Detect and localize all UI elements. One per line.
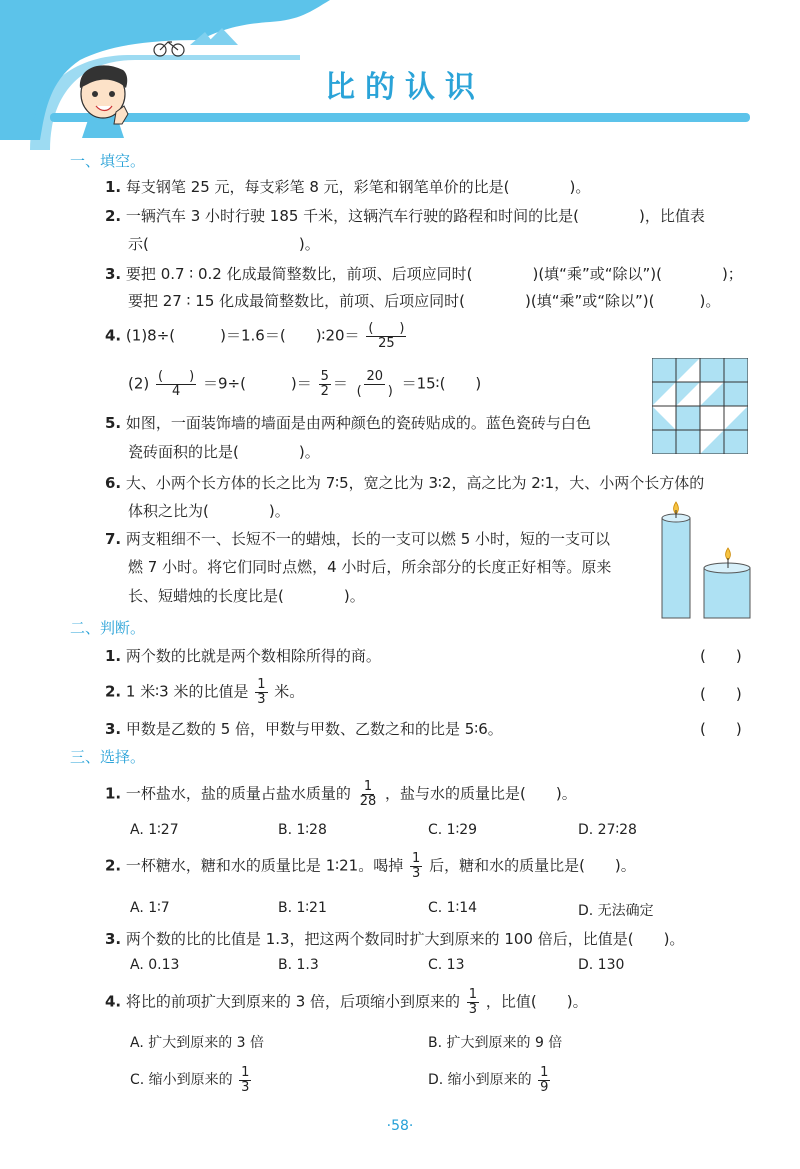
fraction (319, 370, 331, 398)
section-heading-choice: 三、选择。 (70, 748, 146, 766)
question-text-continued: 要把 27 ∶ 15 化成最简整数比，前项、后项应同时( )(填“乘”或“除以”)( )。 (128, 292, 721, 310)
question-number: 4. (105, 326, 122, 345)
question-3-4 (105, 988, 588, 1016)
question-number: 6. (105, 474, 122, 492)
question-3-2 (105, 852, 636, 880)
question-text: 如图，一面装饰墙的墙面是由两种颜色的瓷砖贴成的。蓝色瓷砖与白色 (125, 414, 591, 432)
question-1-3 (105, 263, 743, 284)
question-3-1 (105, 780, 577, 808)
question-1-2 (105, 205, 705, 226)
fraction (355, 370, 395, 398)
question-text: 两个数的比就是两个数相除所得的商。 (125, 647, 381, 665)
question-number: 2. (105, 207, 122, 225)
question-text-continued: 瓷砖面积的比是( )。 (128, 443, 320, 461)
question-text: 两支粗细不一、长短不一的蜡烛，长的一支可以燃 5 小时，短的一支可以 (125, 530, 611, 548)
fraction-denominator: 3 (241, 1079, 250, 1095)
question-text: 1 米∶3 米的比值是 (125, 682, 249, 701)
fraction-denominator: 9 (540, 1079, 549, 1095)
page-title: 比的认识 (325, 70, 485, 105)
question-text: 一杯糖水，糖和水的质量比是 1∶21。喝掉 (125, 856, 404, 875)
option-a[interactable]: A. 0.13 (130, 957, 180, 973)
option-d[interactable]: D. 130 (578, 957, 625, 973)
question-text-continued: 体积之比为( )。 (128, 502, 290, 520)
option-d[interactable]: D. 无法确定 (578, 903, 654, 919)
question-text: 大、小两个长方体的长之比为 7∶5，宽之比为 3∶2，高之比为 2∶1，大、小两个长方体的 (125, 474, 705, 492)
question-text: 一辆汽车 3 小时行驶 185 千米，这辆汽车行驶的路程和时间的比是( )，比值表 (125, 207, 705, 225)
question-2-2 (105, 678, 304, 706)
question-number: 3. (105, 930, 122, 948)
fraction (538, 1066, 550, 1094)
page-number: ·58· (386, 1118, 414, 1134)
fraction-denominator: 25 (378, 335, 395, 351)
question-3-3 (105, 928, 684, 949)
question-number: 1. (105, 784, 122, 803)
question-text: ＝15∶( ) (401, 374, 482, 393)
question-2-3 (105, 718, 503, 739)
question-number: 2. (105, 682, 122, 701)
question-text-continued: 燃 7 小时。将它们同时点燃，4 小时后，所余部分的长度正好相等。原来 (128, 558, 612, 576)
question-2-1 (105, 645, 381, 666)
fraction-numerator: 20 (366, 369, 383, 384)
fraction (255, 678, 267, 706)
option-text: D. 缩小到原来的 (428, 1072, 532, 1089)
fraction (410, 852, 422, 880)
question-text: 两个数的比的比值是 1.3，把这两个数同时扩大到原来的 100 倍后，比值是( )。 (125, 930, 685, 948)
option-a[interactable]: A. 扩大到原来的 3 倍 (130, 1035, 265, 1051)
fraction-numerator: 1 (363, 779, 373, 794)
option-a[interactable]: A. 1∶27 (130, 822, 179, 838)
question-number: 1. (105, 178, 122, 196)
question-text: 将比的前项扩大到原来的 3 倍，后项缩小到原来的 (125, 992, 461, 1011)
fraction-numerator: 1 (540, 1065, 549, 1080)
answer-parentheses[interactable]: ( ) (700, 647, 742, 665)
question-text-continued: 示( )。 (128, 235, 320, 253)
fraction (366, 322, 406, 350)
question-text: 后，糖和水的质量比是( )。 (429, 856, 636, 875)
option-b[interactable]: B. 1∶28 (278, 822, 327, 838)
section-heading-judge: 二、判断。 (70, 619, 146, 637)
fraction-denominator: 3 (468, 1001, 478, 1017)
option-text: C. 缩小到原来的 (130, 1072, 233, 1089)
question-text: ，盐与水的质量比是( )。 (385, 784, 577, 803)
option-c[interactable]: C. 1∶14 (428, 900, 478, 916)
question-text: 每支钢笔 25 元，每支彩笔 8 元，彩笔和钢笔单价的比是( )。 (125, 178, 591, 196)
fraction-numerator: 1 (257, 677, 266, 692)
fraction-denominator: 2 (320, 383, 329, 399)
question-text: ，比值( )。 (485, 992, 588, 1011)
boy-thumbs-up-illustration (68, 58, 138, 138)
question-text: 要把 0.7 ∶ 0.2 化成最简整数比，前项、后项应同时( )(填“乘”或“除以”)( )； (125, 265, 743, 283)
question-number: 3. (105, 265, 122, 283)
fraction-denominator: ( ) (356, 383, 393, 399)
question-1-7 (105, 528, 610, 549)
option-d[interactable]: D. 27∶28 (578, 822, 637, 838)
option-b[interactable]: B. 1∶21 (278, 900, 327, 916)
question-number: 3. (105, 720, 122, 738)
question-number: 2. (105, 856, 122, 875)
question-number: 7. (105, 530, 122, 548)
question-text: (2) (128, 374, 150, 393)
question-number: 5. (105, 414, 122, 432)
question-text: 甲数是乙数的 5 倍，甲数与甲数、乙数之和的比是 5∶6。 (125, 720, 503, 738)
option-d[interactable] (428, 1066, 552, 1094)
tile-wall-figure (652, 358, 748, 454)
fraction-denominator: 3 (412, 865, 421, 881)
fraction-denominator: 3 (257, 691, 266, 707)
fraction (156, 370, 196, 398)
fraction-numerator: ( ) (158, 369, 195, 384)
option-b[interactable]: B. 扩大到原来的 9 倍 (428, 1035, 563, 1051)
fraction-denominator: 28 (359, 793, 377, 809)
option-c[interactable]: C. 1∶29 (428, 822, 478, 838)
question-text-continued: 长、短蜡烛的长度比是( )。 (128, 587, 365, 605)
option-c[interactable] (130, 1066, 253, 1094)
question-text: (1)8÷( )＝1.6＝( )∶20＝ (125, 326, 360, 345)
candles-figure (656, 498, 756, 620)
option-c[interactable]: C. 13 (428, 957, 465, 973)
fraction-numerator: 5 (320, 369, 329, 384)
fraction-numerator: 1 (468, 987, 478, 1002)
fraction-numerator: 1 (241, 1065, 250, 1080)
fraction-numerator: 1 (412, 851, 421, 866)
question-text: 米。 (274, 682, 305, 701)
option-b[interactable]: B. 1.3 (278, 957, 319, 973)
question-1-1 (105, 176, 590, 197)
fraction (467, 988, 479, 1016)
option-a[interactable]: A. 1∶7 (130, 900, 170, 916)
question-1-4-part2: (2) $\frac{( )}{4}$ ＝9÷( )＝ $\frac{5}{2}$ ＝ $\frac{20}{( )}$ ＝15∶( ) (128, 369, 482, 399)
fraction-numerator: ( ) (368, 321, 405, 336)
section-heading-fill-in: 一、填空。 (70, 152, 146, 170)
question-text: 一杯盐水，盐的质量占盐水质量的 (125, 784, 351, 803)
question-1-4-part1 (105, 322, 408, 350)
question-text: ＝9÷( )＝ (202, 374, 312, 393)
answer-parentheses[interactable]: ( ) (700, 685, 742, 703)
question-number: 4. (105, 992, 122, 1011)
fraction (239, 1066, 251, 1094)
fraction-denominator: 4 (171, 383, 181, 399)
fraction (358, 780, 379, 808)
answer-parentheses[interactable]: ( ) (700, 720, 742, 738)
question-1-5 (105, 412, 591, 433)
question-1-6 (105, 472, 704, 493)
question-number: 1. (105, 647, 122, 665)
